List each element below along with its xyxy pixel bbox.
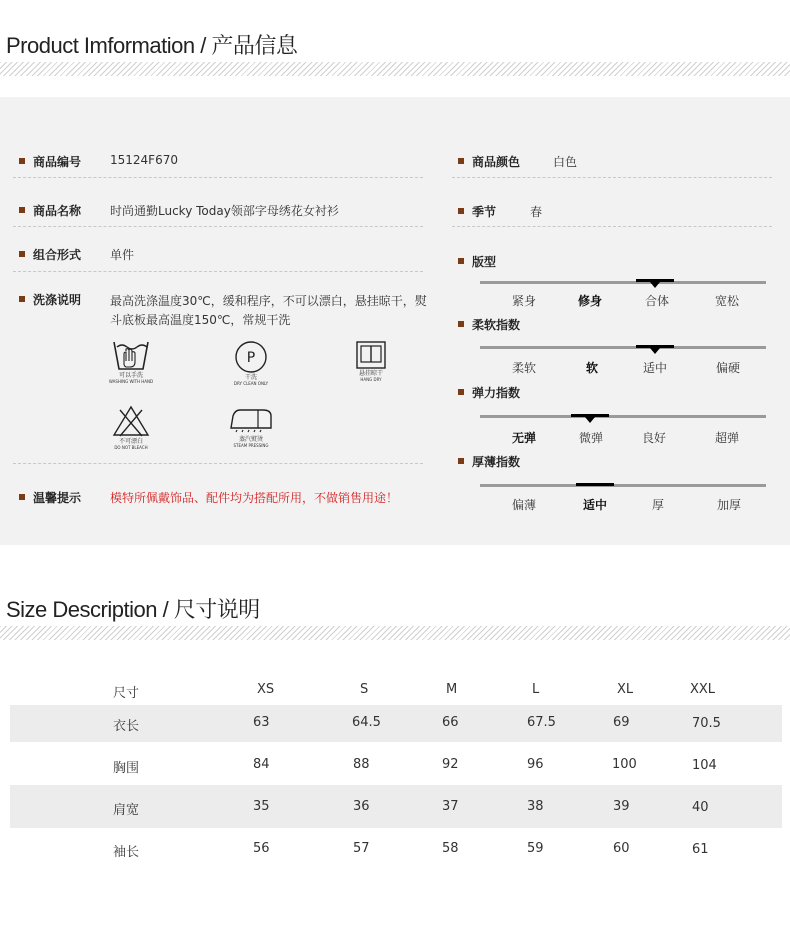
steam-iron-icon — [228, 406, 274, 436]
row-divider — [13, 271, 423, 272]
scale-elasticity-pointer — [585, 417, 595, 423]
scale-fit-track — [480, 281, 766, 284]
table-cell: 衣长 — [113, 719, 140, 734]
table-header-cell: 尺寸 — [113, 686, 140, 701]
bullet-icon — [458, 208, 464, 214]
bullet-icon — [458, 458, 464, 464]
bullet-icon — [19, 494, 25, 500]
scale-elasticity-option: 超弹 — [714, 431, 740, 445]
color-label: 商品颜色 — [472, 155, 521, 169]
table-cell: 60 — [613, 841, 630, 856]
size-description-title: Size Description / 尺寸说明 — [6, 597, 260, 622]
scale-softness-option: 柔软 — [511, 361, 537, 375]
scale-thickness-option: 厚 — [651, 498, 665, 512]
scale-elasticity-track — [480, 415, 766, 418]
table-cell: 35 — [253, 799, 270, 814]
bullet-icon — [19, 158, 25, 164]
no-bleach-icon — [111, 404, 151, 438]
no-bleach-care — [101, 404, 161, 450]
table-cell: 36 — [353, 799, 370, 814]
row-divider — [13, 177, 423, 178]
steam-iron-en: STEAM PRESSING — [233, 443, 269, 448]
tip-value: 模特所佩戴饰品、配件均为搭配所用，不做销售用途！ — [110, 491, 399, 505]
table-header-cell: XS — [257, 682, 275, 697]
wash-value: 最高洗涤温度30℃，缓和程序，不可以漂白，悬挂晾干，熨斗底板最高温度150℃，常规干洗 — [110, 294, 427, 327]
table-header-cell: S — [360, 682, 369, 697]
table-cell: 61 — [692, 842, 709, 857]
scale-fit-pointer — [650, 282, 660, 288]
hang-dry-en: HANG DRY — [360, 377, 382, 382]
no-bleach-en: DO NOT BLEACH — [114, 445, 148, 450]
hand-wash-care — [101, 338, 161, 384]
steam-iron-cn: 蒸汽熨烫 — [238, 436, 263, 443]
table-cell: 70.5 — [692, 716, 721, 731]
combo-value: 单件 — [110, 248, 135, 262]
table-header-cell: XXL — [690, 682, 716, 697]
table-cell: 56 — [253, 841, 270, 856]
row-divider — [452, 226, 772, 227]
scale-softness-pointer — [650, 348, 660, 354]
row-divider — [13, 226, 423, 227]
table-header-cell: M — [446, 682, 458, 697]
table-cell: 37 — [442, 799, 459, 814]
name-label: 商品名称 — [33, 204, 82, 218]
table-cell: 64.5 — [352, 715, 381, 730]
scale-softness-option-selected: 软 — [585, 361, 599, 375]
product-info-title: Product Imformation / 产品信息 — [6, 33, 298, 58]
dry-clean-letter: P — [246, 350, 256, 366]
bullet-icon — [19, 251, 25, 257]
hang-dry-care — [341, 340, 401, 382]
scale-elasticity-option: 微弹 — [578, 431, 604, 445]
hand-wash-cn: 可以手洗 — [118, 372, 143, 379]
season-value: 春 — [530, 205, 543, 219]
scale-thickness-option: 加厚 — [716, 498, 742, 512]
scale-elasticity-label: 弹力指数 — [472, 386, 521, 400]
row-divider — [13, 463, 423, 464]
table-cell: 67.5 — [527, 715, 556, 730]
dry-clean-icon — [233, 340, 269, 374]
table-cell: 69 — [613, 715, 630, 730]
scale-thickness-option: 偏薄 — [511, 498, 537, 512]
title-divider — [0, 626, 790, 640]
tip-label: 温馨提示 — [33, 491, 82, 505]
name-value: 时尚通勤Lucky Today领部字母绣花女衬衫 — [110, 204, 339, 218]
scale-softness-option: 偏硬 — [715, 361, 741, 375]
table-cell: 96 — [527, 757, 544, 772]
scale-fit-option: 宽松 — [714, 294, 740, 308]
table-cell: 58 — [442, 841, 459, 856]
table-cell: 88 — [353, 757, 370, 772]
dry-clean-care — [221, 340, 281, 386]
bullet-icon — [19, 296, 25, 302]
table-cell: 胸围 — [113, 761, 140, 776]
table-cell: 100 — [612, 757, 637, 772]
scale-fit-option: 紧身 — [511, 294, 537, 308]
row-divider — [452, 177, 772, 178]
bullet-icon — [458, 258, 464, 264]
combo-label: 组合形式 — [33, 248, 82, 262]
dry-clean-cn: 干洗 — [244, 374, 257, 381]
table-cell: 39 — [613, 799, 630, 814]
scale-thickness-option-selected: 适中 — [582, 498, 608, 512]
hang-dry-cn: 悬挂晾干 — [358, 370, 383, 377]
no-bleach-cn: 不可漂白 — [118, 438, 143, 445]
scale-fit-option: 合体 — [644, 294, 670, 308]
scale-elasticity-option: 良好 — [641, 431, 667, 445]
steam-iron-care — [221, 406, 281, 448]
table-cell: 66 — [442, 715, 459, 730]
bullet-icon — [19, 207, 25, 213]
scale-thickness-indicator — [576, 483, 614, 486]
dry-clean-en: DRY CLEAN ONLY — [233, 381, 269, 386]
scale-softness-label: 柔软指数 — [472, 318, 521, 332]
table-cell: 40 — [692, 800, 709, 815]
table-cell: 84 — [253, 757, 270, 772]
scale-softness-option: 适中 — [642, 361, 668, 375]
table-cell: 63 — [253, 715, 270, 730]
scale-thickness-label: 厚薄指数 — [472, 455, 521, 469]
table-header-cell: XL — [617, 682, 634, 697]
title-divider — [0, 62, 790, 76]
color-value: 白色 — [553, 155, 578, 169]
bullet-icon — [458, 321, 464, 327]
bullet-icon — [458, 158, 464, 164]
table-cell: 38 — [527, 799, 544, 814]
scale-softness-track — [480, 346, 766, 349]
table-cell: 肩宽 — [113, 803, 140, 818]
scale-thickness-track — [480, 484, 766, 487]
table-cell: 104 — [692, 758, 717, 773]
scale-fit-option-selected: 修身 — [577, 294, 603, 308]
bullet-icon — [458, 389, 464, 395]
hand-wash-icon — [111, 338, 151, 372]
table-header-cell: L — [532, 682, 540, 697]
code-value: 15124F670 — [110, 153, 178, 167]
code-label: 商品编号 — [33, 155, 82, 169]
table-cell: 92 — [442, 757, 459, 772]
table-cell: 57 — [353, 841, 370, 856]
scale-elasticity-option-selected: 无弹 — [511, 431, 537, 445]
hand-wash-en: WASHING WITH HAND — [108, 379, 154, 384]
scale-fit-label: 版型 — [472, 255, 497, 269]
hang-dry-icon — [355, 340, 387, 370]
season-label: 季节 — [472, 205, 497, 219]
table-cell: 袖长 — [113, 845, 140, 860]
wash-label: 洗涤说明 — [33, 293, 82, 307]
table-cell: 59 — [527, 841, 544, 856]
